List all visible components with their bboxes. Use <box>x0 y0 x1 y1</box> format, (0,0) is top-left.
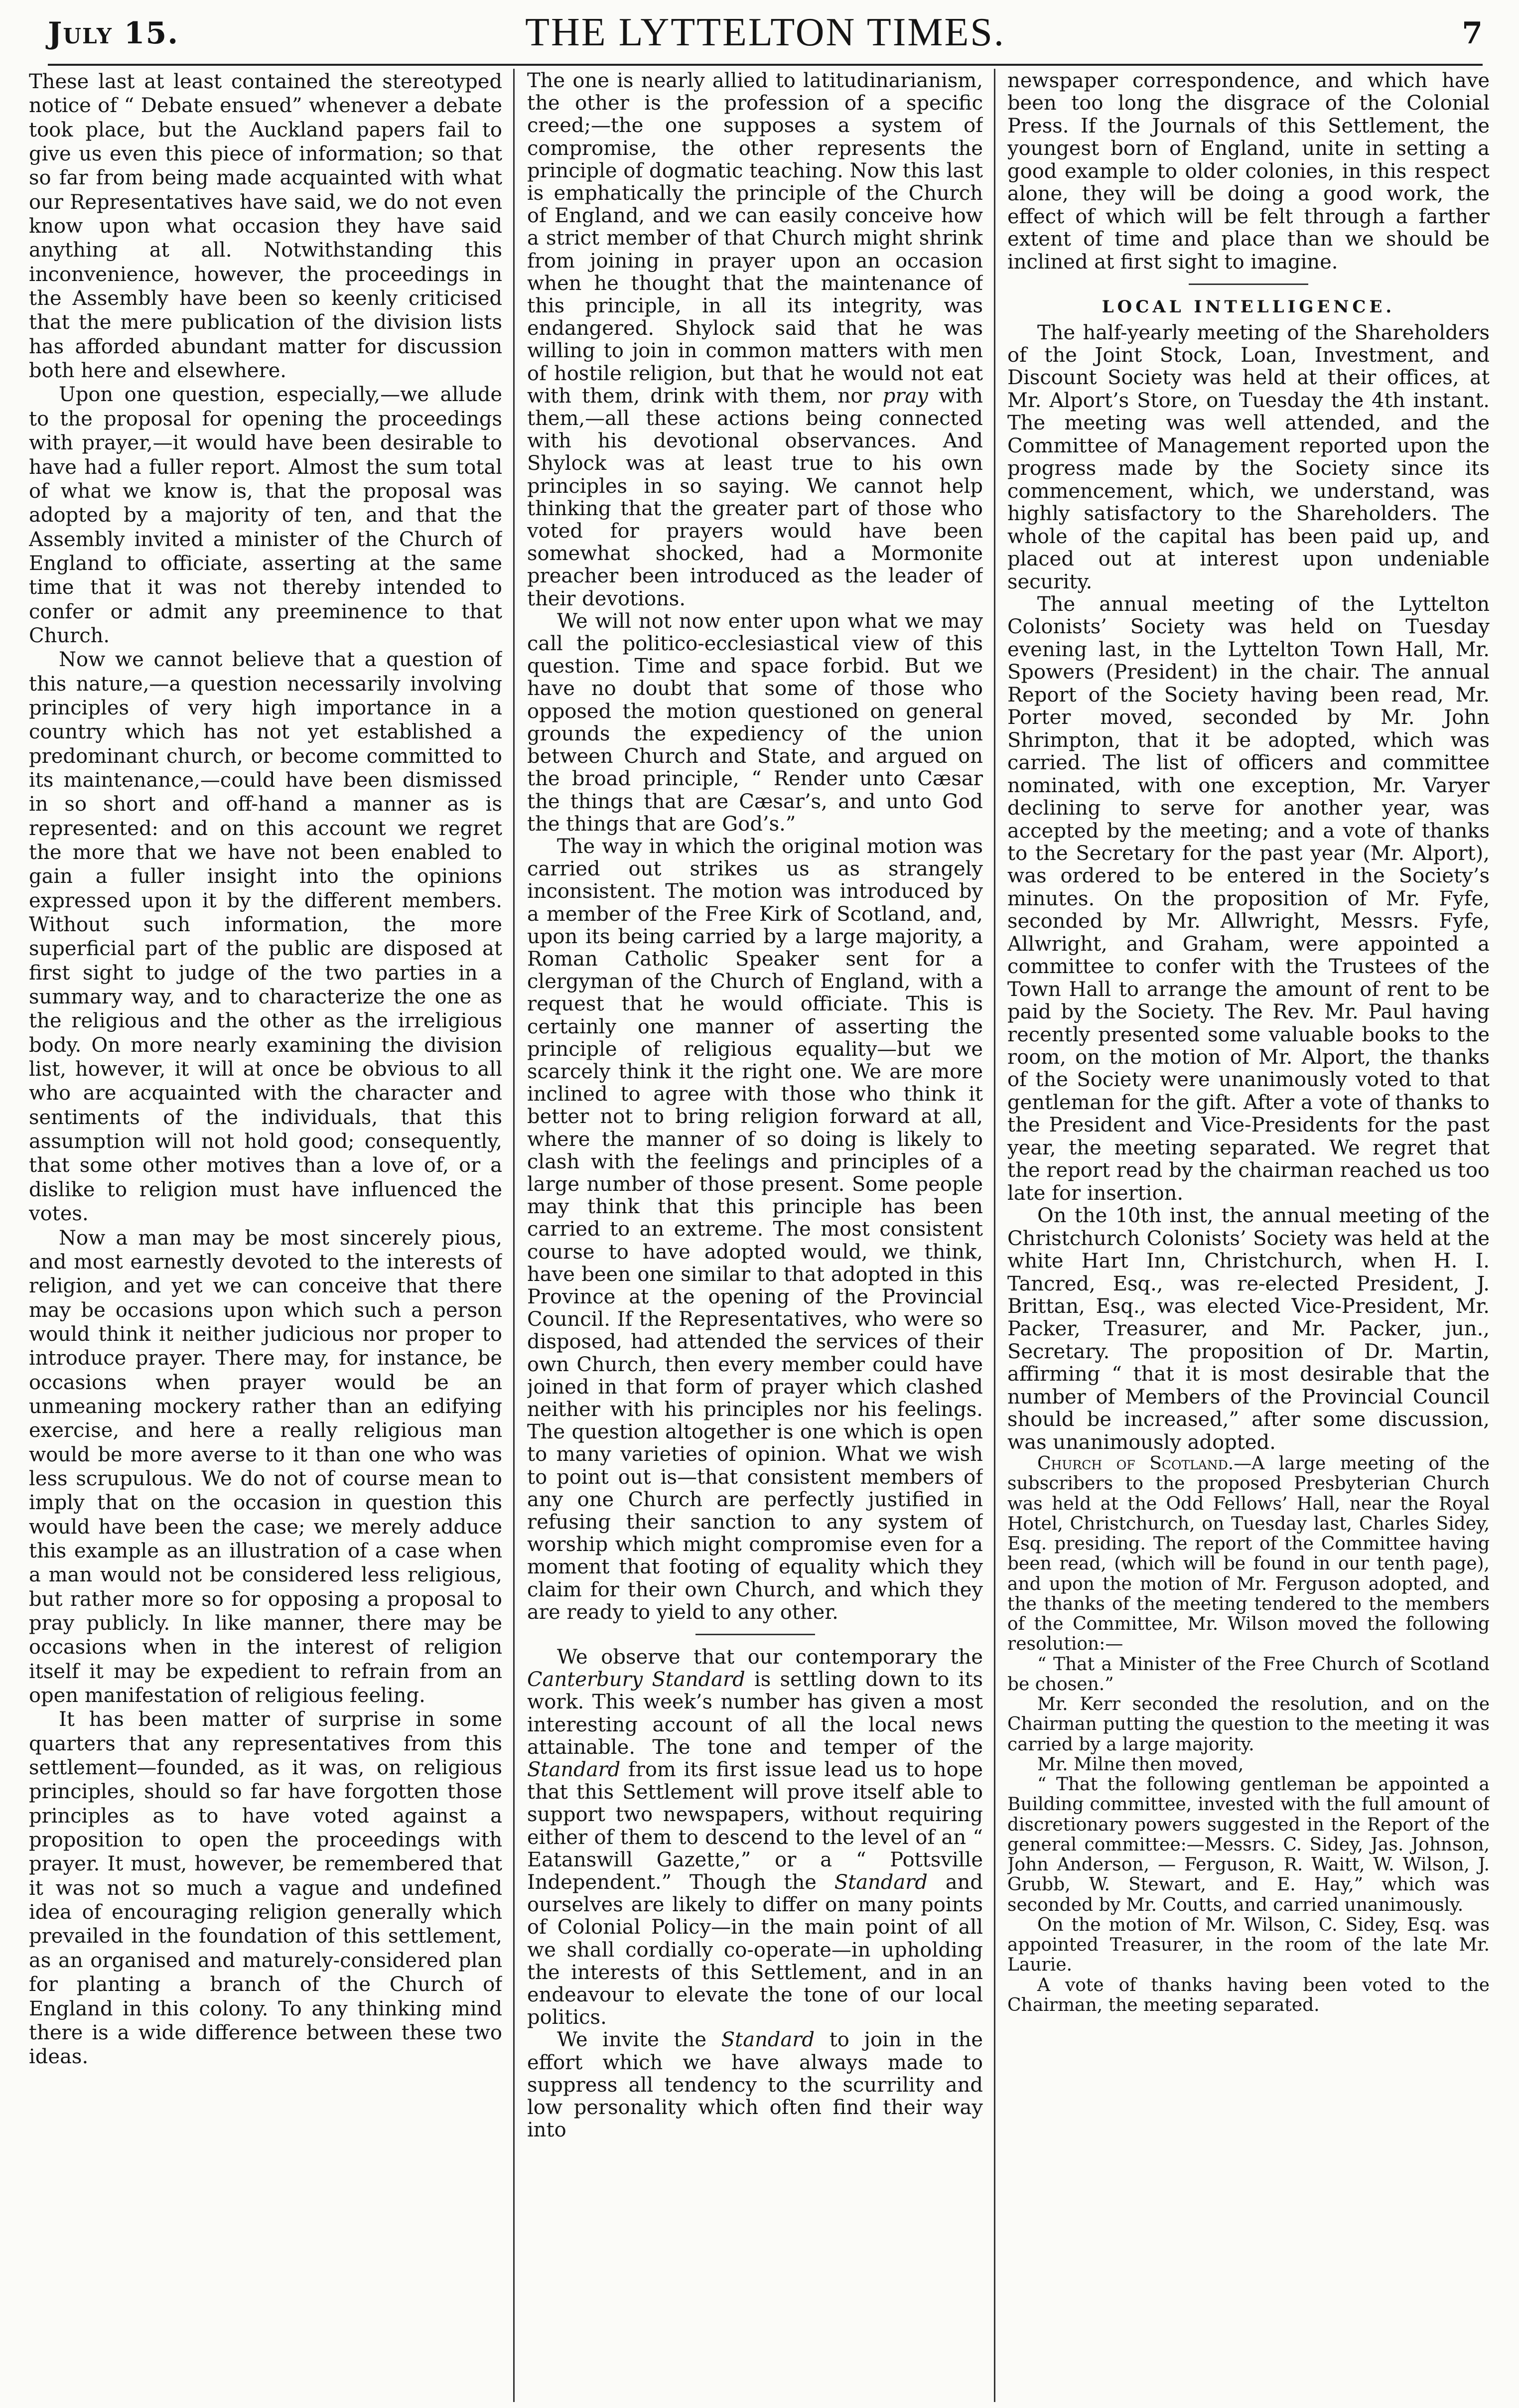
paragraph: On the motion of Mr. Wilson, C. Sidey, Esq. was appointed Treasurer, in the room of the late Mr. Laurie. <box>1007 1914 1490 1976</box>
masthead <box>48 7 1483 63</box>
column-divider <box>513 69 515 2402</box>
column-1 <box>29 70 502 2402</box>
section-separator <box>695 1634 815 1635</box>
section-heading: LOCAL INTELLIGENCE. <box>1102 297 1395 317</box>
masthead-rule <box>48 64 1483 66</box>
paragraph: The annual meeting of the Lyttelton Colonists’ Society was held on Tuesday evening last, in the Lyttelton Town Hall, Mr. Spowers (President) in the chair. The annual Report of the Society having been read, Mr. Porter moved, seconded by Mr. John Shrimpton, that it be adopted, which was carried. The list of officers and committee nominated, with one exception, Mr. Varyer declining to serve for another year, was accepted by the meeting; and a vote of thanks to the Secretary for the past year (Mr. Alport), was ordered to be entered in the Society’s minutes. On the proposition of Mr. Fyfe, seconded by Mr. Allwright, Messrs. Fyfe, Allwright, and Graham, were appointed a committee to confer with the Trustees of the Town Hall to arrange the amount of rent to be paid by the Society. The Rev. Mr. Paul having recently presented some valuable books to the room, on the motion of Mr. Alport, the thanks of the Society were unanimously voted to that gentleman for the gift. After a vote of thanks to the President and Vice-Presidents for the past year, the meeting separated. We regret that the report read by the chairman reached us too late for insertion. <box>1007 592 1490 1205</box>
column-2 <box>527 70 983 2402</box>
issue-date: July 15. <box>48 16 179 51</box>
paragraph: Church of Scotland.—A large meeting of the subscribers to the proposed Presbyterian Church was held at the Odd Fellows’ Hall, near the Royal Hotel, Christchurch, on Tuesday last, Charles Sidey, Esq. presiding. The report of the Committee having been read, (which will be found in our tenth page), and upon the motion of Mr. Ferguson adopted, and the thanks of the meeting tendered to the members of the Committee, Mr. Wilson moved the following resolution:— <box>1007 1453 1490 1655</box>
paragraph: We observe that our contemporary the Canterbury Standard is settling down to its work. This week’s number has given a most interesting account of all the local news attainable. The tone and temper of the Standard from its first issue lead us to hope that this Settlement will prove itself able to support two newspapers, without requiring either of them to descend to the level of an “ Eatanswill Gazette,” or a “ Pottsville Independent.” Though the Standard and ourselves are likely to differ on many points of Colonial Policy—in the main point of all we shall cordially co-operate—in upholding the interests of this Settlement, and in an endeavour to elevate the tone of our local politics. <box>527 1646 983 2029</box>
paragraph: The one is nearly allied to latitudinarianism, the other is the profession of a specific creed;—the one supposes a system of compromise, the other represents the principle of dogmatic teaching. Now this last is emphatically the principle of the Church of England, and we can easily conceive how a strict member of that Church might shrink from joining in prayer upon an occasion when he thought that the maintenance of this principle, in all its integrity, was endangered. Shylock said that he was willing to join in common matters with men of hostile religion, but that he would not eat with them, drink with them, nor pray with them,—all these actions being connected with his devotional observances. And Shylock was at least true to his own principles in so saying. We cannot help thinking that the greater part of those who voted for prayers would have been somewhat shocked, had a Mormonite preacher been introduced as the leader of their devotions. <box>527 70 983 610</box>
column-3 <box>1007 70 1490 2402</box>
paragraph: Now a man may be most sincerely pious, and most earnestly devoted to the interests of religion, and yet we can conceive that there may be occasions upon which such a person would think it neither judicious nor proper to introduce prayer. There may, for instance, be occasions when prayer would be an unmeaning mockery rather than an edifying exercise, and here a really religious man would be more averse to it than one who was less scrupulous. We do not of course mean to imply that on the occasion in question this would have been the case; we merely adduce this example as an illustration of a case when a man would not be considered less religious, but rather more so for opposing a proposal to pray publicly. In like manner, there may be occasions when in the interest of religion itself it may be expedient to refrain from an open manifestation of religious feeling. <box>29 1226 502 1707</box>
section-separator <box>1189 283 1308 285</box>
paragraph: We invite the Standard to join in the effort which we have always made to suppress all tendency to the scurrility and low personality which often find their way into <box>527 2028 983 2142</box>
newspaper-title: THE LYTTELTON TIMES. <box>525 10 1005 54</box>
paragraph: Mr. Kerr seconded the resolution, and on the Chairman putting the question to the meeting it was carried by a large majority. <box>1007 1694 1490 1755</box>
paragraph: Now we cannot believe that a question of this nature,—a question necessarily involving principles of very high importance in a country which has not yet established a predominant church, or become committed to its maintenance,—could have been dismissed in so short and off-hand a manner as is represented: and on this account we regret the more that we have not been enabled to gain a fuller insight into the opinions expressed upon it by the different members. Without such information, the more superficial part of the public are disposed at first sight to judge of the two parties in a summary way, and to characterize the one as the religious and the other as the irreligious body. On more nearly examining the division list, however, it will at once be obvious to all who are acquainted with the character and sentiments of the individuals, that this assumption will not hold good; consequently, that some other motives than a love of, or a dislike to religion must have influenced the votes. <box>29 648 502 1226</box>
paragraph: “ That a Minister of the Free Church of Scotland be chosen.” <box>1007 1654 1490 1695</box>
paragraph: A vote of thanks having been voted to the Chairman, the meeting separated. <box>1007 1975 1490 2015</box>
paragraph: The half-yearly meeting of the Shareholders of the Joint Stock, Loan, Investment, and Discount Society was held at their offices, at Mr. Alport’s Store, on Tuesday the 4th instant. The meeting was well attended, and the Committee of Management reported upon the progress made by the Society since its commencement, which, we understand, was highly satisfactory to the Shareholders. The whole of the capital has been paid up, and placed out at interest upon undeniable security. <box>1007 321 1490 593</box>
paragraph: “ That the following gentleman be appointed a Building committee, invested with the full amount of discretionary powers suggested in the Report of the general committee:—Messrs. C. Sidey, Jas. Johnson, John Anderson, — Ferguson, R. Waitt, W. Wilson, J. Grubb, W. Stewart, and E. Hay,” which was seconded by Mr. Coutts, and carried unanimously. <box>1007 1774 1490 1915</box>
page-number: 7 <box>1462 16 1483 51</box>
column-divider <box>994 69 995 2402</box>
paragraph: The way in which the original motion was carried out strikes us as strangely inconsistent. The motion was introduced by a member of the Free Kirk of Scotland, and, upon its being carried by a large majority, a Roman Catholic Speaker sent for a clergyman of the Church of England, with a request that he would officiate. This is certainly one manner of asserting the principle of religious equality—but we scarcely think it the right one. We are more inclined to agree with those who think it better not to bring religion forward at all, where the manner of so doing is likely to clash with the feelings and principles of a large number of those present. Some people may think that this principle has been carried to an extreme. The most consistent course to have adopted would, we think, have been one similar to that adopted in this Province at the opening of the Provincial Council. If the Representatives, who were so disposed, had attended the services of their own Church, then every member could have joined in that form of prayer which clashed neither with his principles nor his feelings. The question altogether is one which is open to many varieties of opinion. What we wish to point out is—that consistent members of any one Church are perfectly justified in refusing their sanction to any system of worship which might compromise even for a moment that footing of equality which they claim for their own Church, and which they are ready to yield to any other. <box>527 835 983 1624</box>
paragraph: Upon one question, especially,—we allude to the proposal for opening the proceedings with prayer,—it would have been desirable to have had a fuller report. Almost the sum total of what we know is, that the proposal was adopted by a majority of ten, and that the Assembly invited a minister of the Church of England to officiate, asserting at the same time that it was not thereby intended to confer or admit any preeminence to that Church. <box>29 383 502 647</box>
paragraph: These last at least contained the stereotyped notice of “ Debate ensued” whenever a debate took place, but the Auckland papers fail to give us even this piece of information; so that so far from being made acquainted with what our Representatives have said, we do not even know upon what occasion they have said anything at all. Notwithstanding this inconvenience, however, the proceedings in the Assembly have been so keenly criticised that the mere publication of the division lists has afforded abundant matter for discussion both here and elsewhere. <box>29 70 502 383</box>
paragraph: newspaper correspondence, and which have been too long the disgrace of the Colonial Press. If the Journals of this Settlement, the youngest born of England, unite in setting a good example to older colonies, in this respect alone, they will be doing a good work, the effect of which will be felt through a farther extent of time and place than we should be inclined at first sight to imagine. <box>1007 70 1490 274</box>
paragraph: We will not now enter upon what we may call the politico-ecclesiastical view of this question. Time and space forbid. But we have no doubt that some of those who opposed the motion questioned on general grounds the expediency of the union between Church and State, and argued on the broad principle, “ Render unto Cæsar the things that are Cæsar’s, and unto God the things that are God’s.” <box>527 609 983 836</box>
paragraph: It has been matter of surprise in some quarters that any representatives from this settlement—founded, as it was, on religious principles, should so far have forgotten those principles as to have voted against a proposition to open the proceedings with prayer. It must, however, be remembered that it was not so much a vague and undefined idea of encouraging religion generally which prevailed in the foundation of this settlement, as an organised and maturely-considered plan for planting a branch of the Church of England in this colony. To any thinking mind there is a wide difference between these two ideas. <box>29 1708 502 2069</box>
paragraph: Mr. Milne then moved, <box>1037 1754 1244 1775</box>
paragraph: On the 10th inst, the annual meeting of the Christchurch Colonists’ Society was held at the white Hart Inn, Christchurch, when H. I. Tancred, Esq., was re-elected President, J. Brittan, Esq., was elected Vice-President, Mr. Packer, Treasurer, and Mr. Packer, jun., Secretary. The proposition of Dr. Martin, affirming “ that it is most desirable that the number of Members of the Provincial Council should be increased,” after some discussion, was unanimously adopted. <box>1007 1204 1490 1454</box>
